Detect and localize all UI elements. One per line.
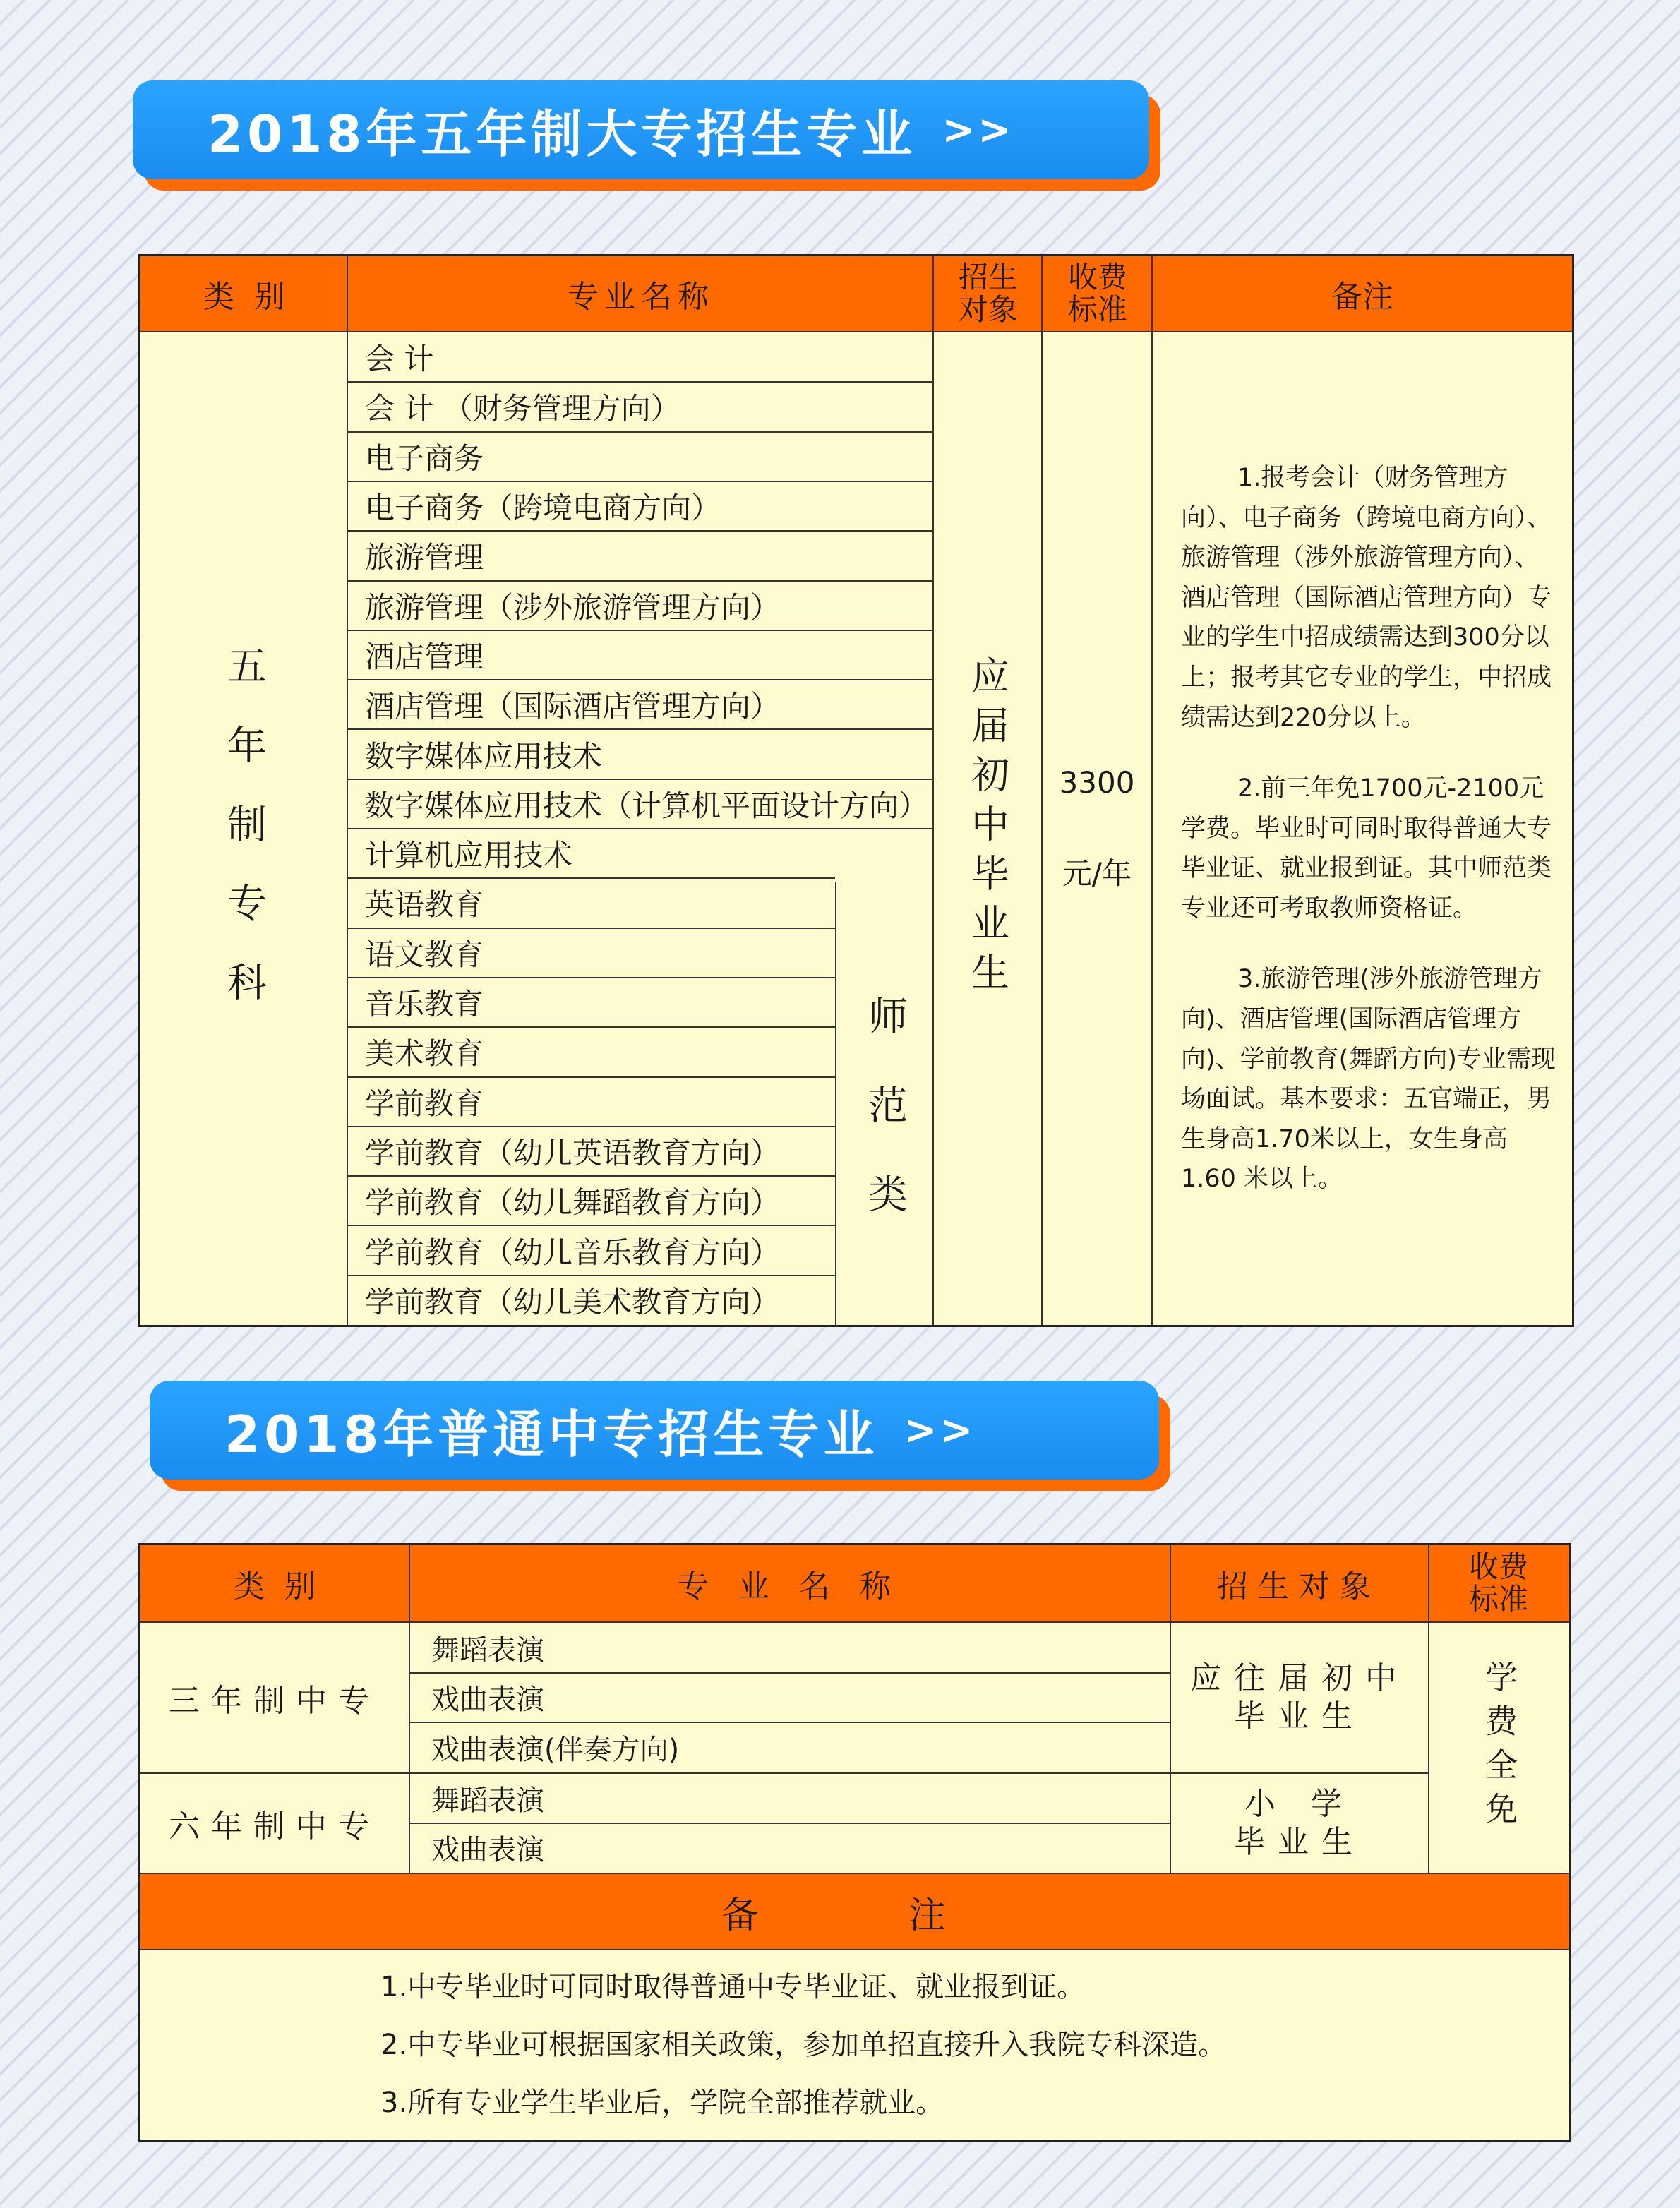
major-row: 英语教育 [365, 887, 484, 923]
note-item: 2.前三年免1700元-2100元学费。毕业时可同时取得普通大专毕业证、就业报到证。其中师范类专业还可考取教师资格证。 [1181, 774, 1552, 923]
note-item: 3.旅游管理(涉外旅游管理方向)、酒店管理(国际酒店管理方向)、学前教育(舞蹈方向)专业需现场面试。基本要求：五官端正，男生身高1.70米以上，女生身高1.60 米以上。 [1181, 965, 1556, 1194]
section2-table [138, 1543, 1571, 2142]
group-6yr-label: 六年制中专 [169, 1808, 380, 1844]
note-item: 1.报考会计（财务管理方向）、电子商务（跨境电商方向）、旅游管理（涉外旅游管理方向）、酒店管理（国际酒店管理方向）专业的学生中招成绩需达到300分以上；报考其它专业的学生，中招成绩需达到220分以上。 [1181, 463, 1552, 732]
major-row: 酒店管理 [365, 639, 484, 674]
major-row: 学前教育（幼儿美术教育方向） [365, 1284, 781, 1319]
header2-major: 专 业 名 称 [678, 1568, 901, 1604]
major-row: 美术教育 [365, 1036, 484, 1072]
major-row: 电子商务（跨境电商方向） [365, 491, 721, 526]
header-major: 专业名称 [568, 279, 714, 315]
section1-title: 2018年五年制大专招生专业 [208, 104, 917, 164]
major-row: 酒店管理（国际酒店管理方向） [365, 689, 781, 724]
major-row: 学前教育（幼儿舞蹈教育方向） [365, 1185, 781, 1220]
header-remark: 备注 [1331, 279, 1393, 315]
header-category: 类 别 [203, 279, 285, 315]
section1-table [138, 254, 1574, 1327]
major-row: 旅游管理（涉外旅游管理方向） [365, 589, 781, 625]
remark-item: 3.所有专业学生毕业后，学院全部推荐就业。 [380, 2087, 944, 2119]
major-row: 戏曲表演(伴奏方向) [431, 1733, 680, 1766]
header-target: 招生对象 [958, 260, 1018, 327]
major-row: 舞蹈表演 [431, 1633, 544, 1667]
remark-item: 2.中专毕业可根据国家相关政策，参加单招直接升入我院专科深造。 [380, 2029, 1227, 2061]
header2-category: 类 别 [234, 1568, 316, 1604]
remark-item: 1.中专毕业时可同时取得普通中专毕业证、就业报到证。 [380, 1971, 1086, 2003]
fee-amount: 3300 [1059, 764, 1135, 800]
category-label: 五年制专科 [221, 645, 267, 1040]
group-3yr-target: 应往届初中毕业生 [1190, 1660, 1409, 1734]
major-row: 语文教育 [365, 937, 484, 972]
remark-notes [1181, 332, 1556, 1325]
major-row: 学前教育 [365, 1086, 484, 1121]
major-row: 音乐教育 [365, 987, 484, 1022]
header-fee: 收费标准 [1067, 260, 1127, 327]
major-row: 电子商务 [365, 440, 484, 476]
major-row: 数字媒体应用技术（计算机平面设计方向） [365, 788, 929, 823]
section2-arrow: >> [904, 1407, 976, 1453]
major-row: 戏曲表演 [431, 1834, 544, 1867]
major-row: 计算机应用技术 [365, 838, 573, 873]
section2-banner [150, 1381, 1180, 1494]
fee-free: 学费全免 [1480, 1660, 1518, 1835]
major-row: 戏曲表演 [431, 1684, 544, 1717]
major-row: 数字媒体应用技术 [365, 738, 603, 774]
target-label: 应届初中毕业生 [965, 656, 1010, 1002]
remark-list [380, 1950, 1552, 2140]
fee-unit: 元/年 [1062, 856, 1132, 891]
major-row: 旅游管理 [365, 540, 484, 575]
header2-target: 招生对象 [1217, 1568, 1381, 1604]
section2-title: 2018年普通中专招生专业 [224, 1405, 879, 1464]
major-row: 学前教育（幼儿英语教育方向） [365, 1135, 781, 1170]
normal-group-label: 师范类 [862, 995, 908, 1262]
header2-fee: 收费标准 [1468, 1549, 1528, 1616]
group-6yr-target: 小 学毕业生 [1234, 1786, 1365, 1860]
major-row: 舞蹈表演 [431, 1784, 544, 1818]
major-row: 会 计 （财务管理方向） [365, 391, 680, 426]
fee-cell [1043, 332, 1151, 1325]
section1-banner [133, 80, 1163, 193]
major-row: 会 计 [365, 342, 434, 377]
group-3yr-label: 三年制中专 [169, 1683, 380, 1719]
major-row: 学前教育（幼儿音乐教育方向） [365, 1235, 781, 1270]
section1-arrow: >> [942, 107, 1014, 153]
remark-header: 备 注 [140, 1874, 1569, 1949]
